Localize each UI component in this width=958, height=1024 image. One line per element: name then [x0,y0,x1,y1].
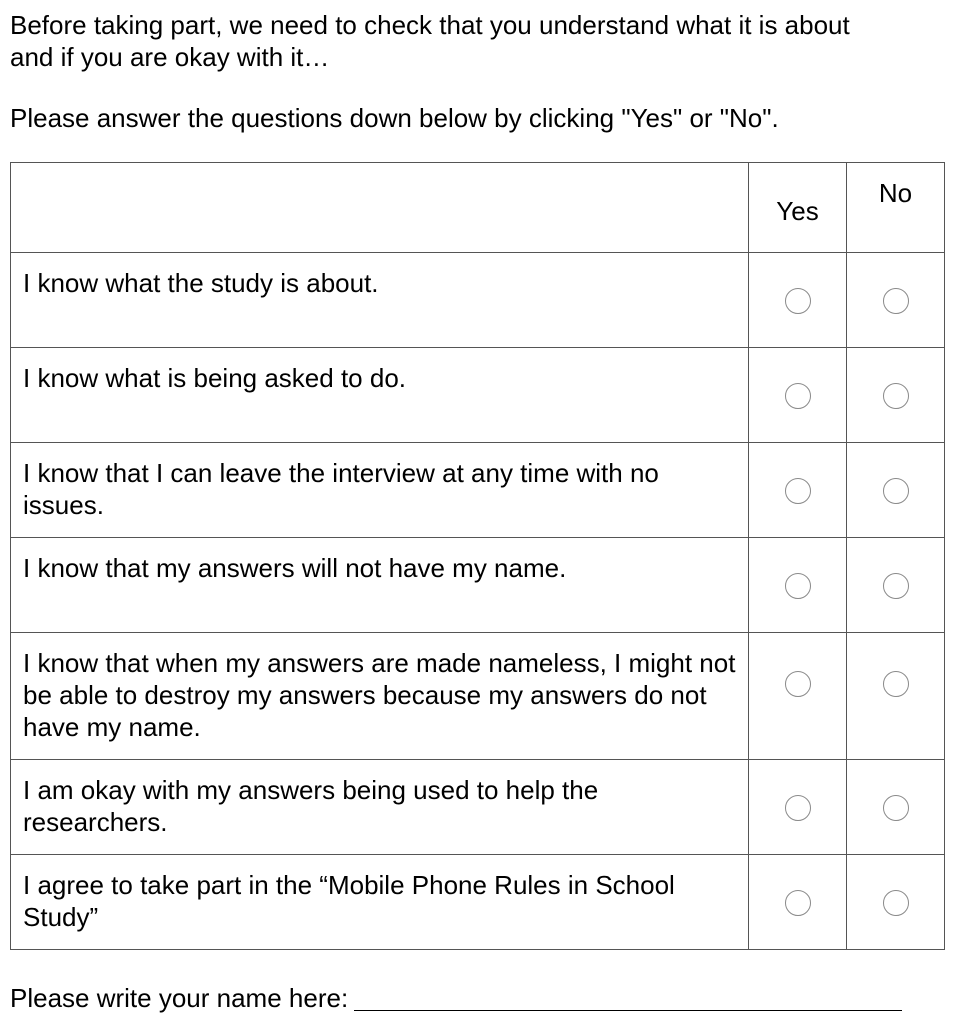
table-row [11,348,945,443]
no-radio[interactable] [883,573,909,599]
table-row [11,760,945,855]
yes-radio[interactable] [785,795,811,821]
intro-line-2: and if you are okay with it… [10,42,330,72]
name-prompt-line [10,982,902,1014]
table-row [11,633,945,760]
yes-radio[interactable] [785,288,811,314]
instruction-text: Please answer the questions down below by clicking "Yes" or "No". [10,103,779,133]
intro-text [10,9,940,73]
yes-radio[interactable] [785,890,811,916]
header-yes: Yes [749,163,847,253]
no-radio[interactable] [883,795,909,821]
question-text: I am okay with my answers being used to help the researchers. [11,760,749,855]
no-radio[interactable] [883,478,909,504]
no-radio[interactable] [883,383,909,409]
table-header-row [11,163,945,253]
yes-radio[interactable] [785,383,811,409]
yes-radio[interactable] [785,573,811,599]
header-blank-cell [11,163,749,253]
table-row [11,855,945,950]
question-text: I know what is being asked to do. [11,348,749,443]
intro-line-1: Before taking part, we need to check that you understand what it is about [10,10,850,40]
question-text: I know that my answers will not have my name. [11,538,749,633]
no-radio[interactable] [883,890,909,916]
question-text: I agree to take part in the “Mobile Phone Rules in School Study” [11,855,749,950]
yes-radio[interactable] [785,478,811,504]
question-text: I know that when my answers are made nameless, I might not be able to destroy my answers because my answers do not have my name. [11,633,749,760]
no-radio[interactable] [883,671,909,697]
consent-table [10,162,945,950]
header-no: No [847,163,945,253]
name-prompt-label: Please write your name here: [10,983,349,1013]
no-radio[interactable] [883,288,909,314]
yes-radio[interactable] [785,671,811,697]
question-text: I know that I can leave the interview at any time with no issues. [11,443,749,538]
table-row [11,253,945,348]
table-row [11,538,945,633]
question-text: I know what the study is about. [11,253,749,348]
name-input-line[interactable] [354,982,902,1011]
table-row [11,443,945,538]
